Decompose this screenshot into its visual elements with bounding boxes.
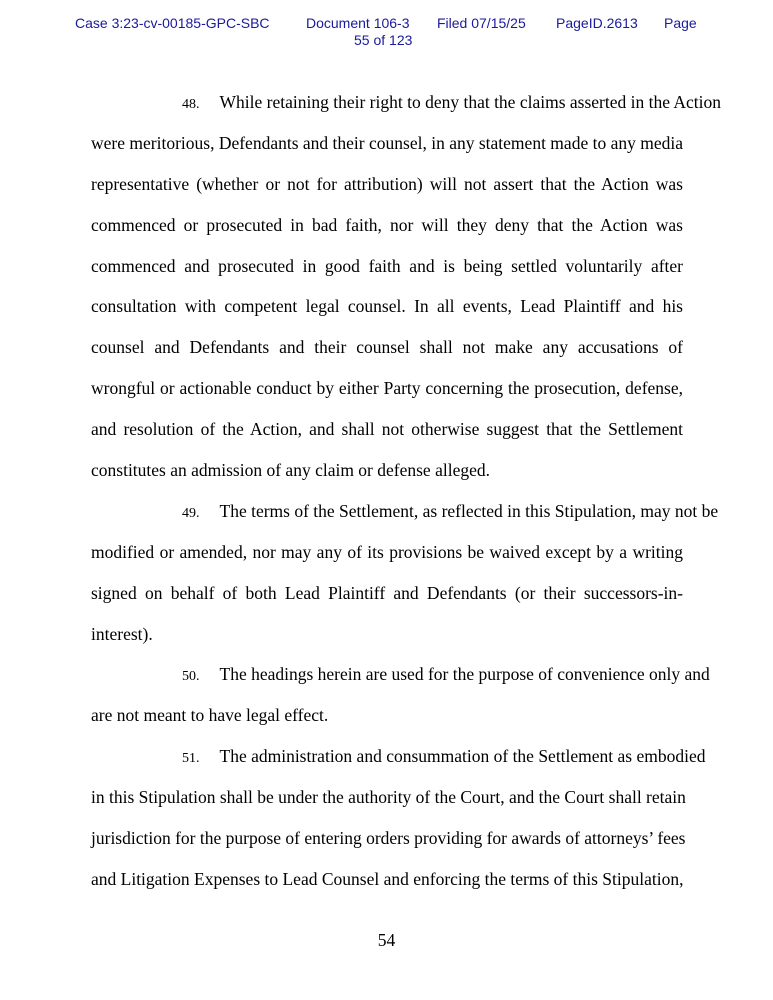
paragraph-number: 48.: [182, 97, 200, 112]
paragraph-line: [91, 700, 683, 741]
paragraph-line: [91, 128, 683, 169]
document-body: [91, 87, 722, 905]
line-text: and Litigation Expenses to Lead Counsel and enforcing the terms of this Stipulation,: [91, 868, 684, 889]
filing-header: [0, 14, 773, 54]
line-text: representative (whether or not for attribution) will not assert that the Action was: [91, 173, 683, 194]
line-text: jurisdiction for the purpose of entering orders providing for awards of attorneys’ fees: [91, 828, 686, 849]
line-text: The headings herein are used for the purpose of convenience only and: [219, 664, 710, 685]
line-text: constitutes an admission of any claim or defense alleged.: [91, 460, 490, 481]
paragraph-line: [91, 782, 686, 823]
case-number: Case 3:23-cv-00185-GPC-SBC: [75, 15, 270, 31]
paragraph-number: 51.: [182, 751, 200, 767]
page-number: 54: [377, 930, 396, 950]
line-text: While retaining their right to deny that the claims asserted in the Action: [219, 92, 722, 112]
paragraph-line: [91, 210, 683, 251]
paragraph-first-line: [91, 87, 722, 128]
paragraph-line: [91, 823, 686, 864]
page-label: Page: [664, 15, 697, 31]
document-number: Document 106-3: [306, 15, 410, 31]
line-text: commenced or prosecuted in bad faith, nor will they deny that the Action was: [91, 214, 683, 235]
line-text: signed on behalf of both Lead Plaintiff and Defendants (or their successors-in-: [91, 582, 683, 603]
page-count: 55 of 123: [354, 32, 413, 48]
line-text: were meritorious, Defendants and their counsel, in any statement made to any media: [91, 132, 683, 153]
line-text: commenced and prosecuted in good faith and is being settled voluntarily after: [91, 255, 683, 276]
filed-date: Filed 07/15/25: [437, 15, 526, 31]
paragraph-line: [91, 537, 683, 578]
line-text: interest).: [91, 623, 153, 644]
paragraph-number: 50.: [182, 669, 200, 685]
paragraph-line: [91, 373, 683, 414]
line-text: The administration and consummation of the Settlement as embodied: [219, 746, 706, 767]
paragraph-line: [91, 251, 683, 292]
paragraph-line: [91, 169, 683, 210]
paragraph-number: 49.: [182, 505, 200, 521]
paragraph-first-line: [91, 496, 719, 537]
line-text: wrongful or actionable conduct by either Party concerning the prosecution, defense,: [91, 378, 683, 399]
paragraph-line: [91, 619, 683, 660]
paragraph-first-line: [91, 741, 706, 782]
line-text: consultation with competent legal counsel. In all events, Lead Plaintiff and his: [91, 296, 683, 317]
line-text: counsel and Defendants and their counsel shall not make any accusations of: [91, 337, 683, 358]
page-id: PageID.2613: [556, 15, 638, 31]
paragraph-first-line: [91, 659, 710, 700]
paragraph-line: [91, 332, 683, 373]
paragraph-line: [91, 414, 683, 455]
paragraph-line: [91, 455, 683, 496]
line-text: modified or amended, nor may any of its provisions be waived except by a writing: [91, 541, 683, 562]
paragraph-line: [91, 578, 683, 619]
paragraph-line: [91, 291, 683, 332]
line-text: and resolution of the Action, and shall not otherwise suggest that the Settlement: [91, 419, 683, 440]
line-text: The terms of the Settlement, as reflected in this Stipulation, may not be: [219, 500, 719, 521]
paragraph-line: [91, 864, 683, 905]
line-text: in this Stipulation shall be under the authority of the Court, and the Court shall retain: [91, 787, 686, 808]
line-text: are not meant to have legal effect.: [91, 705, 329, 726]
